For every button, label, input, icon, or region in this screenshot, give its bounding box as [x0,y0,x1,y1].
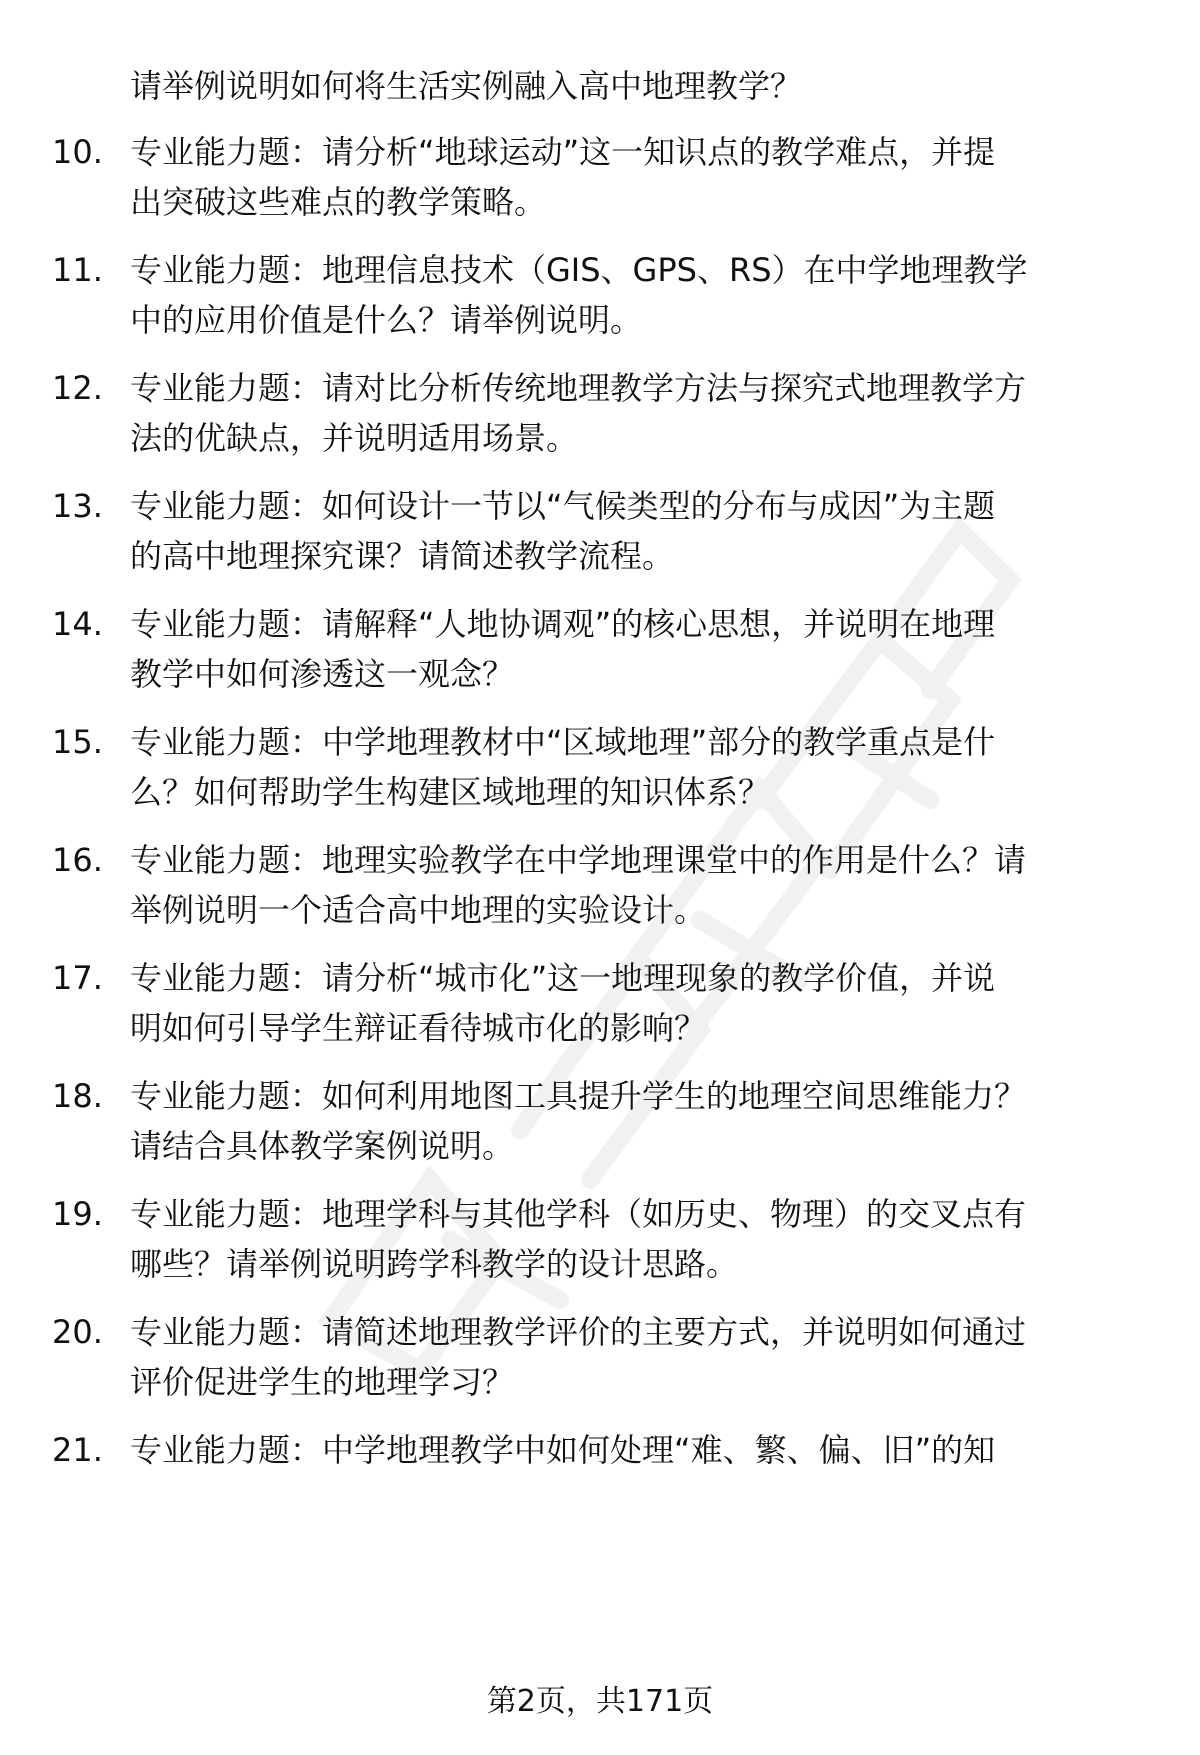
question-number: 12. [52,369,103,407]
question-number: 20. [52,1313,103,1351]
question-number: 10. [52,133,103,171]
question-text-line: 法的优缺点，并说明适用场景。 [130,419,579,457]
question-number: 14. [52,605,103,643]
question-text-line: 专业能力题：请分析“城市化”这一地理现象的教学价值，并说 [130,959,996,997]
question-item [52,1425,1152,1485]
question-item [52,599,1152,709]
question-text-line: 出突破这些难点的教学策略。 [130,183,547,221]
question-item [52,953,1152,1063]
question-text-line: 专业能力题：中学地理教学中如何处理“难、繁、偏、旧”的知 [130,1431,996,1469]
question-item [52,127,1152,237]
question-item [52,363,1152,473]
question-item [52,717,1152,827]
question-number: 16. [52,841,103,879]
question-text-line: 专业能力题：地理信息技术（GIS、GPS、RS）在中学地理教学 [130,251,1028,289]
question-text-line: 明如何引导学生辩证看待城市化的影响？ [130,1009,707,1047]
question-text-line: 专业能力题：地理实验教学在中学地理课堂中的作用是什么？请 [130,841,1027,879]
question-text-line: 专业能力题：中学地理教材中“区域地理”部分的教学重点是什 [130,723,996,761]
question-text-line: 专业能力题：请分析“地球运动”这一知识点的教学难点，并提 [130,133,996,171]
question-text-line: 专业能力题：请简述地理教学评价的主要方式，并说明如何通过 [130,1313,1027,1351]
question-item [52,1307,1152,1417]
question-number: 13. [52,487,103,525]
question-text-line: 教学中如何渗透这一观念？ [130,655,515,693]
question-number: 19. [52,1195,103,1233]
question-number: 17. [52,959,103,997]
question-text-line: 专业能力题：地理学科与其他学科（如历史、物理）的交叉点有 [130,1195,1027,1233]
question-text-line: 哪些？请举例说明跨学科教学的设计思路。 [130,1245,739,1283]
page-footer: 第2页，共171页 [486,1684,714,1719]
question-number: 11. [52,251,103,289]
question-text-line: 举例说明一个适合高中地理的实验设计。 [130,891,707,929]
question-number: 21. [52,1431,103,1469]
question-item [52,1071,1152,1181]
question-text-line: 专业能力题：如何设计一节以“气候类型的分布与成因”为主题 [130,487,996,525]
question-text-line: 评价促进学生的地理学习？ [130,1363,515,1401]
question-item [52,835,1152,945]
question-text-line: 么？如何帮助学生构建区域地理的知识体系？ [130,773,771,811]
question-text-line: 专业能力题：请对比分析传统地理教学方法与探究式地理教学方 [130,369,1027,407]
question-text-line: 的高中地理探究课？请简述教学流程。 [130,537,675,575]
question-text-line: 请结合具体教学案例说明。 [130,1127,515,1165]
continuation-text: 请举例说明如何将生活实例融入高中地理教学？ [130,67,803,105]
question-item [52,481,1152,591]
question-text-line: 专业能力题：如何利用地图工具提升学生的地理空间思维能力？ [130,1077,1027,1115]
question-text-line: 专业能力题：请解释“人地协调观”的核心思想，并说明在地理 [130,605,996,643]
question-text-line: 中的应用价值是什么？请举例说明。 [130,301,643,339]
question-number: 15. [52,723,103,761]
question-number: 18. [52,1077,103,1115]
question-item [52,245,1152,355]
question-item [52,1189,1152,1299]
